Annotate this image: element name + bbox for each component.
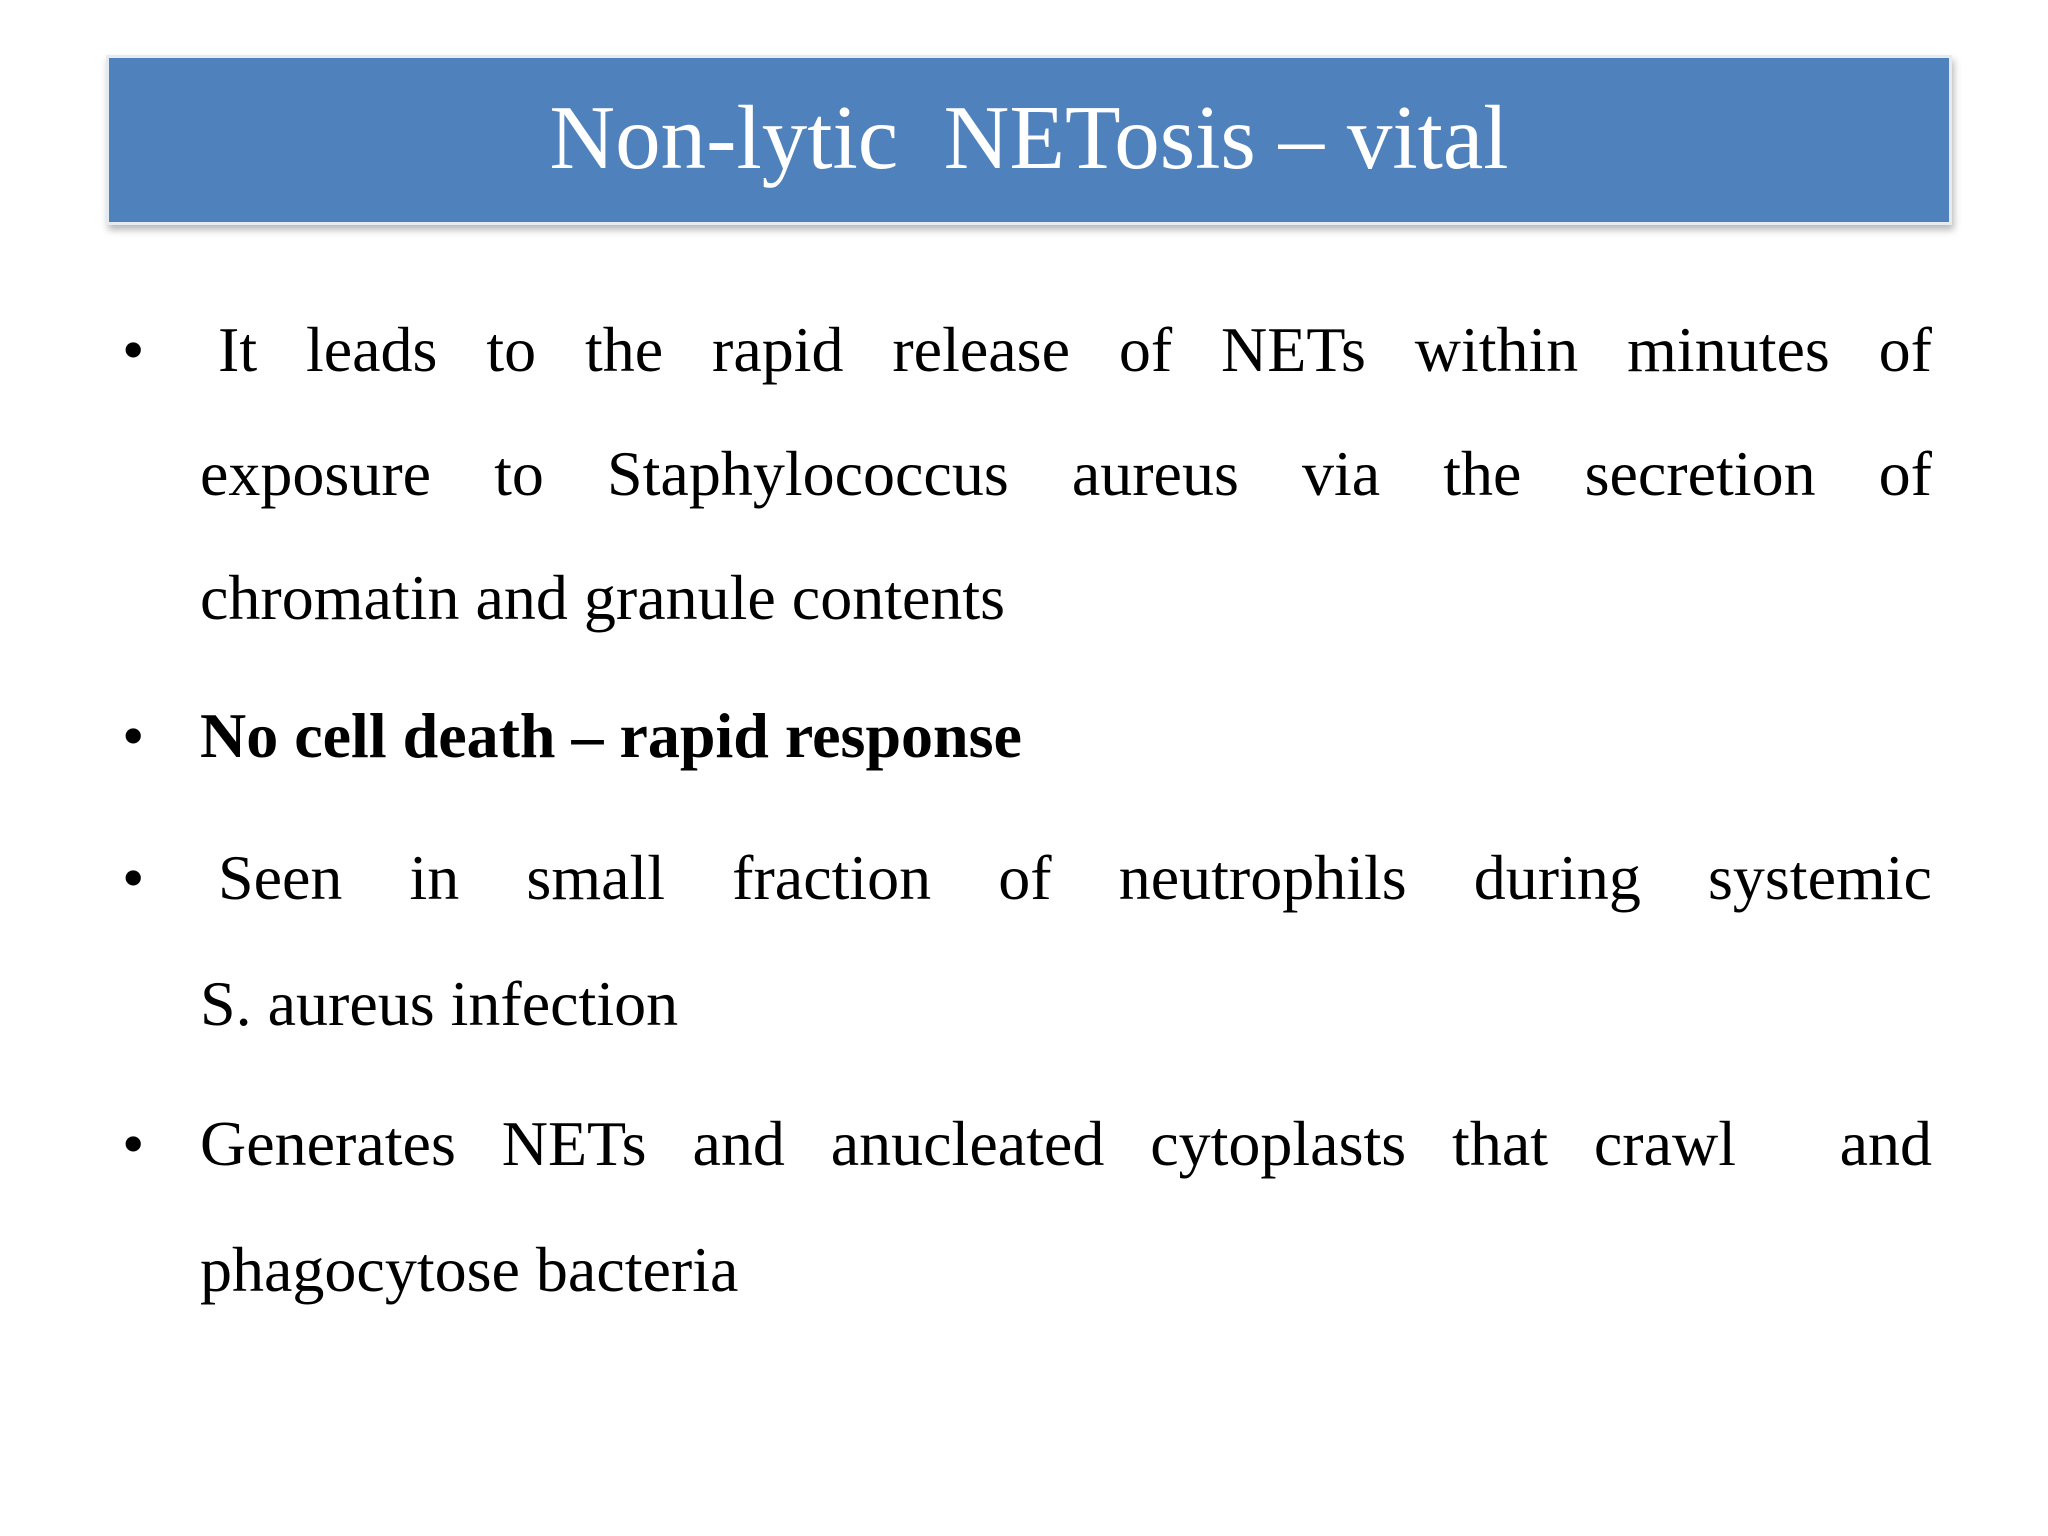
word: systemic — [1707, 842, 1932, 913]
word: It — [218, 314, 258, 385]
word: leads — [305, 314, 438, 385]
bullet-3-line-2: S. aureus infection — [200, 968, 679, 1039]
word: NETs — [1221, 314, 1366, 385]
word: minutes — [1627, 314, 1830, 385]
word: and — [1839, 1108, 1932, 1179]
bullet-marker: • — [122, 700, 145, 771]
word: rapid — [712, 314, 844, 385]
word: crawl — [1593, 1108, 1736, 1179]
word: within — [1414, 314, 1579, 385]
bullet-1-line-1 — [200, 314, 1932, 385]
word: the — [1443, 438, 1522, 509]
word: Staphylococcus — [607, 438, 1009, 509]
word: during — [1473, 842, 1641, 913]
bullet-marker: • — [122, 842, 145, 913]
bullet-2-line-1: No cell death – rapid response — [200, 700, 1022, 771]
bullet-marker: • — [122, 1108, 145, 1179]
word: release — [892, 314, 1070, 385]
word: exposure — [200, 438, 432, 509]
word: of — [998, 842, 1052, 913]
word: of — [1878, 438, 1932, 509]
word: of — [1118, 314, 1173, 385]
word: to — [486, 314, 537, 385]
bullet-3-line-1 — [200, 842, 1932, 913]
word: neutrophils — [1118, 842, 1407, 913]
bullet-4-line-2: phagocytose bacteria — [200, 1234, 739, 1305]
bullet-1-line-3: chromatin and granule contents — [200, 562, 1006, 633]
word: and — [692, 1108, 785, 1179]
word: of — [1878, 314, 1932, 385]
word: Seen — [218, 842, 343, 913]
bullet-4-line-1-words — [200, 1108, 1736, 1179]
word: in — [409, 842, 460, 913]
bullet-1-line-2 — [200, 438, 1932, 509]
bullet-marker: • — [122, 314, 145, 385]
word: that — [1452, 1108, 1548, 1179]
word: cytoplasts — [1150, 1108, 1407, 1179]
word: via — [1301, 438, 1381, 509]
word: the — [584, 314, 664, 385]
word: anucleated — [830, 1108, 1105, 1179]
word: NETs — [501, 1108, 647, 1179]
word: Generates — [200, 1108, 456, 1179]
word: small — [526, 842, 666, 913]
word: aureus — [1071, 438, 1239, 509]
word: secretion — [1584, 438, 1816, 509]
word: fraction — [732, 842, 932, 913]
word: to — [494, 438, 544, 509]
slide-title: Non-lytic NETosis – vital — [549, 86, 1509, 188]
